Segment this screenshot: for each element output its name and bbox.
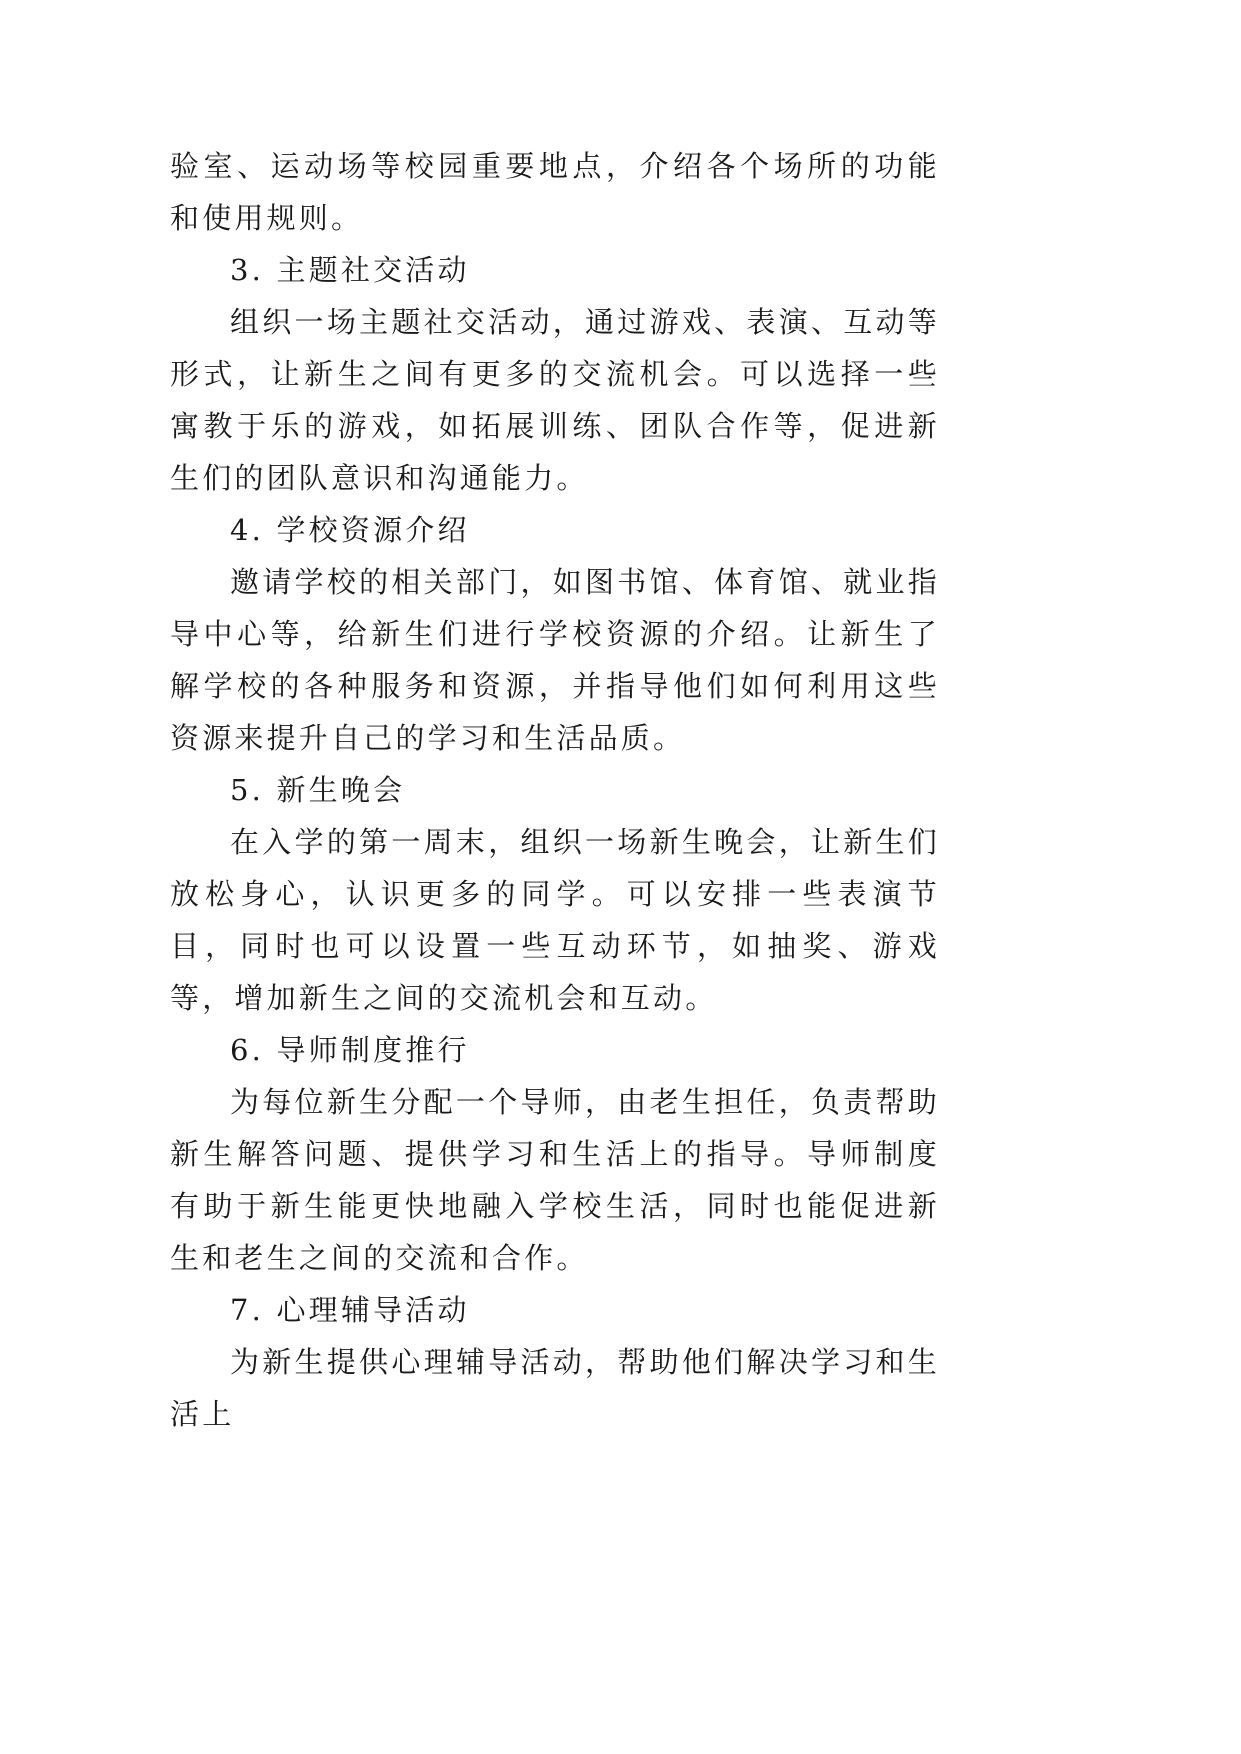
paragraph-school-resources: 邀请学校的相关部门，如图书馆、体育馆、就业指导中心等，给新生们进行学校资源的介绍。让新生了解学校的各种服务和资源，并指导他们如何利用这些资源来提升自己的学习和生活品质。 [170,565,940,755]
paragraph-themed-social-activity: 组织一场主题社交活动，通过游戏、表演、互动等形式，让新生之间有更多的交流机会。可以选择一些寓教于乐的游戏，如拓展训练、团队合作等，促进新生们的团队意识和沟通能力。 [170,305,940,495]
paragraph-freshman-party: 在入学的第一周末，组织一场新生晚会，让新生们放松身心，认识更多的同学。可以安排一些表演节目，同时也可以设置一些互动环节，如抽奖、游戏等，增加新生之间的交流机会和互动。 [170,825,940,1015]
paragraph-campus-tour-end: 验室、运动场等校园重要地点，介绍各个场所的功能和使用规则。 [170,149,940,235]
heading-themed-social-activity: 3. 主题社交活动 [230,253,470,287]
heading-school-resources: 4. 学校资源介绍 [230,513,470,547]
document-body [170,140,940,1440]
heading-mentor-system: 6. 导师制度推行 [230,1033,470,1067]
heading-freshman-party: 5. 新生晚会 [230,773,406,807]
paragraph-mentor-system: 为每位新生分配一个导师，由老生担任，负责帮助新生解答问题、提供学习和生活上的指导。导师制度有助于新生能更快地融入学校生活，同时也能促进新生和老生之间的交流和合作。 [170,1085,940,1275]
paragraph-counseling-activity: 为新生提供心理辅导活动，帮助他们解决学习和生活上 [170,1345,940,1431]
heading-counseling-activity: 7. 心理辅导活动 [230,1293,470,1327]
